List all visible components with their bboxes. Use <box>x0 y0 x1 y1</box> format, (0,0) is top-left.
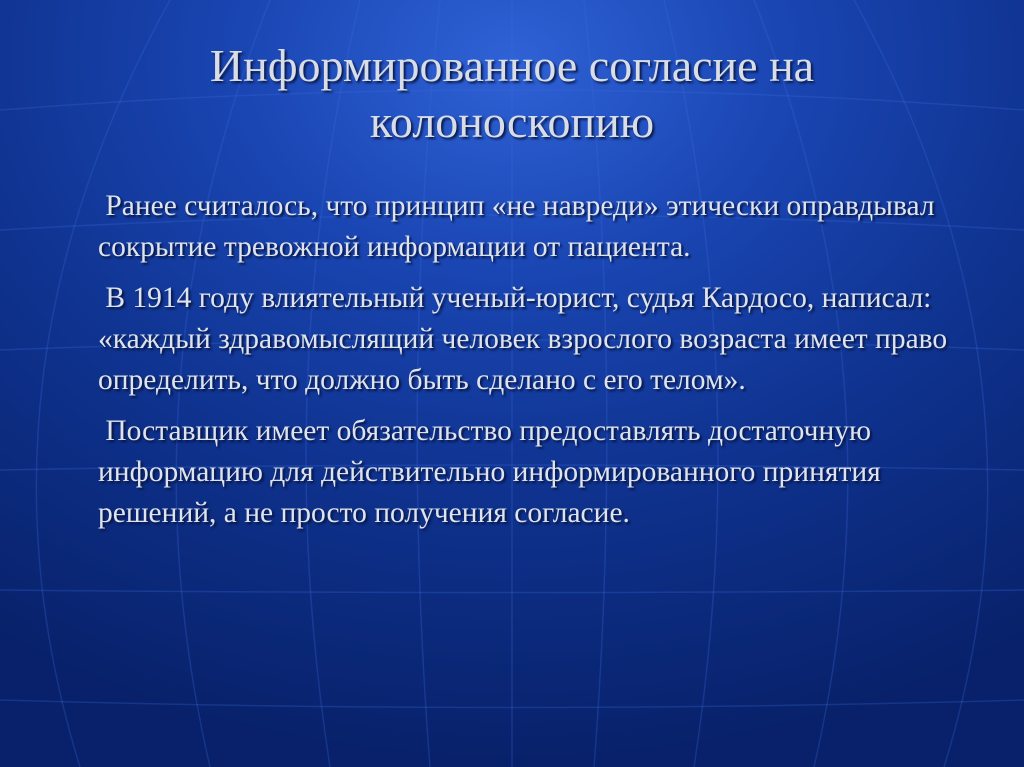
paragraph-3: Поставщик имеет обязательство предоставлять достаточную информацию для действительно информированного принятия решений, а не просто получения согласие. <box>98 415 881 529</box>
paragraph-2: В 1914 году влиятельный ученый-юрист, судья Кардосо, написал: «каждый здравомыслящий человек взрослого возраста имеет право определить, что должно быть сделано с его телом». <box>98 282 948 396</box>
slide-body <box>98 186 948 544</box>
paragraph-1: Ранее считалось, что принцип «не навреди» этически оправдывал сокрытие тревожной информации от пациента. <box>98 190 935 263</box>
slide-title: Информированное согласие на колоноскопию <box>209 40 815 147</box>
